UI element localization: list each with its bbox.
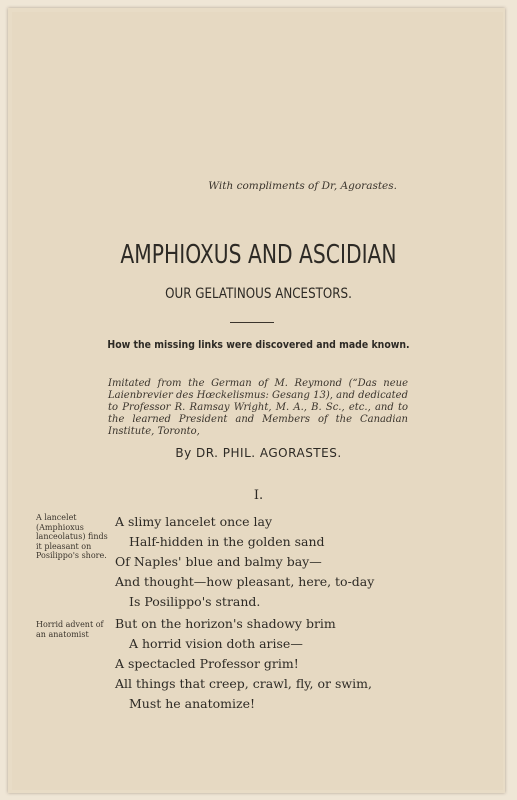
poem-line: A horrid vision doth arise— — [129, 636, 303, 651]
section-number: I. — [253, 488, 264, 503]
stanza-1 — [115, 512, 415, 612]
poem-line: Half-hidden in the golden sand — [129, 534, 325, 549]
author-line: By DR. PHIL. AGORASTES. — [175, 446, 342, 460]
page-subtitle: OUR GELATINOUS ANCESTORS. — [165, 286, 352, 302]
compliments-line: With compliments of Dr, Agorastes. — [208, 180, 397, 192]
stanza-2 — [115, 614, 415, 714]
poem-line: And thought—how pleasant, here, to-day — [115, 574, 375, 589]
poem-line: All things that creep, crawl, fly, or swim, — [115, 676, 372, 691]
poem-line: But on the horizon's shadowy brim — [115, 616, 336, 631]
poem-line: Is Posilippo's strand. — [129, 594, 261, 609]
page-title: AMPHIOXUS AND ASCIDIAN — [120, 240, 397, 270]
dedication-note: Imitated from the German of M. Reymond (“Das neue Laienbrevier des Hœckelismus: Gesang 13), and dedicated to Professor R. Ramsay Wright, M. A., B. Sc., etc., and to the learned President and Members of the Canadian Institute, Toronto, — [108, 378, 408, 437]
divider-rule — [230, 322, 274, 323]
side-note-lancelet: A lancelet (Amphioxus lanceolatus) finds it pleasant on Posilippo's shore. — [36, 513, 108, 560]
poem-line: A spectacled Professor grim! — [115, 656, 299, 671]
poem-line: Must he anatomize! — [129, 696, 256, 711]
poem-line: Of Naples' blue and balmy bay— — [115, 554, 322, 569]
missing-links-heading: How the missing links were discovered and made known. — [107, 338, 410, 351]
poem-line: A slimy lancelet once lay — [115, 514, 273, 529]
side-note-anatomist: Horrid advent of an anatomist — [36, 620, 104, 639]
